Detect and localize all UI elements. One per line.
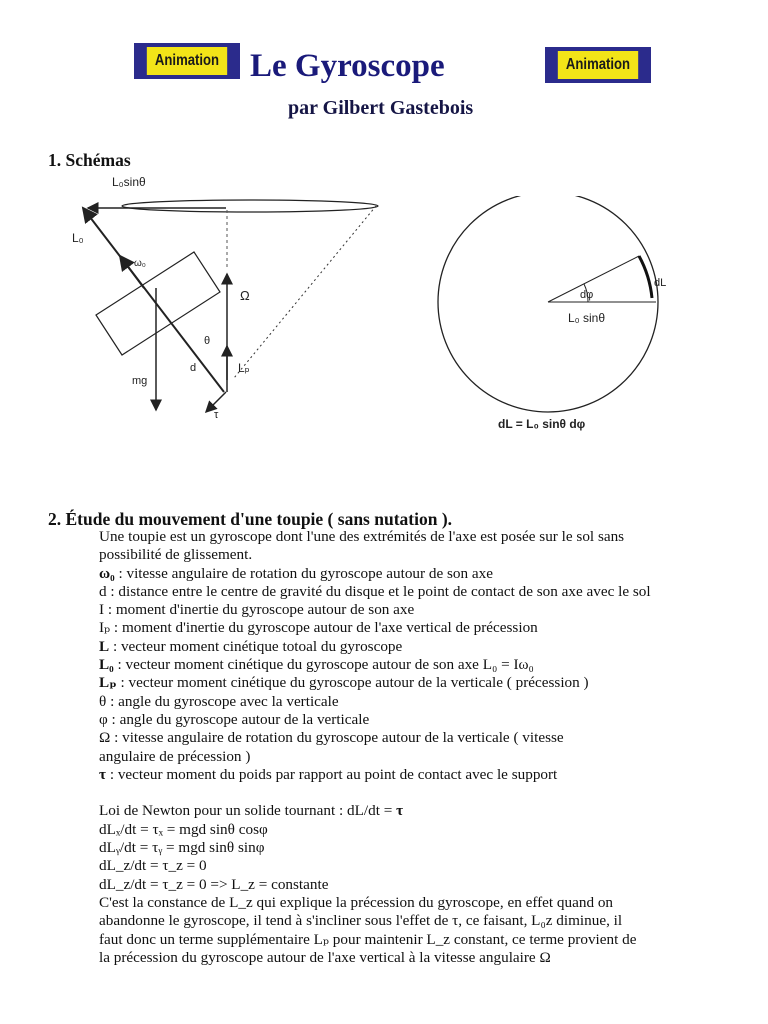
author-line: par Gilbert Gastebois (288, 97, 474, 119)
page-title: Le Gyroscope (250, 48, 445, 84)
lp-symbol: Lₚ (99, 674, 117, 692)
l-symbol: L (99, 637, 110, 655)
radius-inclined (548, 256, 639, 302)
text-line: angulaire de précession ) (99, 747, 251, 765)
formula-dl: dL = L₀ sinθ dφ (498, 417, 586, 431)
omega0-definition: : vitesse angulaire de rotation du gyroscope autour de son axe (114, 564, 493, 582)
lp-definition: : vecteur moment cinétique du gyroscope autour de la verticale ( précession ) (116, 674, 589, 692)
l-definition: : vecteur moment cinétique totoal du gyroscope (109, 637, 403, 655)
label-l0: L₀ (72, 231, 84, 245)
text-line (99, 565, 739, 583)
text-line (99, 656, 739, 674)
label-theta: θ (204, 335, 211, 347)
section-1-heading: 1. Schémas (48, 150, 131, 170)
text-line: possibilité de glissement. (99, 546, 253, 564)
text-line: d : distance entre le centre de gravité du disque et le point de contact de son axe avec le sol (99, 582, 651, 600)
spacer (99, 784, 739, 802)
animation-button-left[interactable] (134, 43, 240, 79)
section-2-heading: 2. Étude du mouvement d'une toupie ( sans nutation ). (48, 509, 453, 529)
animation-button-left-label: Animation (147, 47, 227, 75)
newton-law-text: Loi de Newton pour un solide tournant : dL/dt = (99, 802, 397, 820)
l0-definition: : vecteur moment cinétique du gyroscope autour de son axe L₀ = Iω₀ (113, 656, 534, 674)
label-mg: mg (132, 375, 148, 387)
label-lp: Lₚ (238, 361, 250, 375)
tau-definition: : vecteur moment du poids par rapport au point de contact avec le support (106, 765, 558, 783)
text-line: I : moment d'inertie du gyroscope autour de son axe (99, 601, 415, 619)
text-line: θ : angle du gyroscope avec la verticale (99, 692, 339, 710)
tau-symbol: τ (99, 765, 107, 783)
equation-line: dLₓ/dt = τₓ = mgd sinθ cosφ (99, 820, 268, 838)
equation-line: dLᵧ/dt = τᵧ = mgd sinθ sinφ (99, 839, 265, 857)
label-d: d (190, 362, 197, 374)
text-line (99, 766, 739, 784)
text-line: la précession du gyroscope autour de l'axe vertical à la vitesse angulaire Ω (99, 948, 551, 966)
animation-button-right-label: Animation (558, 51, 638, 79)
newton-law-tau: τ (396, 802, 404, 820)
equation-line: dL_z/dt = τ_z = 0 (99, 857, 207, 875)
text-line: faut donc un terme supplémentaire Lₚ pour maintenir L_z constant, ce terme provient de (99, 930, 637, 948)
animation-button-right[interactable] (545, 47, 651, 83)
text-line: Une toupie est un gyroscope dont l'une des extrémités de l'axe est posée sur le sol sans (99, 528, 625, 545)
text-line (99, 674, 739, 692)
label-tau: τ (214, 409, 219, 421)
equation-line: dL_z/dt = τ_z = 0 => L_z = constante (99, 875, 329, 893)
text-line: φ : angle du gyroscope autour de la verticale (99, 710, 370, 728)
section-2-body (99, 528, 739, 967)
gyroscope-disc (96, 252, 220, 355)
text-line: Iₚ : moment d'inertie du gyroscope autour de l'axe vertical de précession (99, 619, 538, 637)
dotted-cone-line (234, 206, 376, 378)
label-l0-sin-theta: L₀sinθ (112, 175, 146, 189)
label-dl: dL (654, 277, 667, 289)
text-line: Ω : vitesse angulaire de rotation du gyroscope autour de la verticale ( vitesse (99, 729, 564, 747)
label-dphi: dφ (580, 289, 594, 301)
label-radius: L₀ sinθ (568, 311, 606, 325)
text-line: C'est la constance de L_z qui explique la précession du gyroscope, en effet quand on (99, 893, 614, 911)
l0-axis-arrow (83, 208, 224, 392)
precession-circle (438, 196, 658, 412)
precession-ellipse (122, 200, 378, 212)
precession-circle-diagram (430, 196, 670, 441)
text-line (99, 802, 739, 820)
gyroscope-diagram (44, 170, 389, 430)
text-line: abandonne le gyroscope, il tend à s'incliner sous l'effet de τ, ce faisant, L₀z diminue, il (99, 912, 623, 930)
l0-symbol: L₀ (99, 656, 114, 674)
text-line (99, 638, 739, 656)
label-omega: Ω (240, 288, 250, 303)
omega0-symbol: ω₀ (99, 564, 115, 582)
label-omega0: ω₀ (134, 258, 146, 269)
